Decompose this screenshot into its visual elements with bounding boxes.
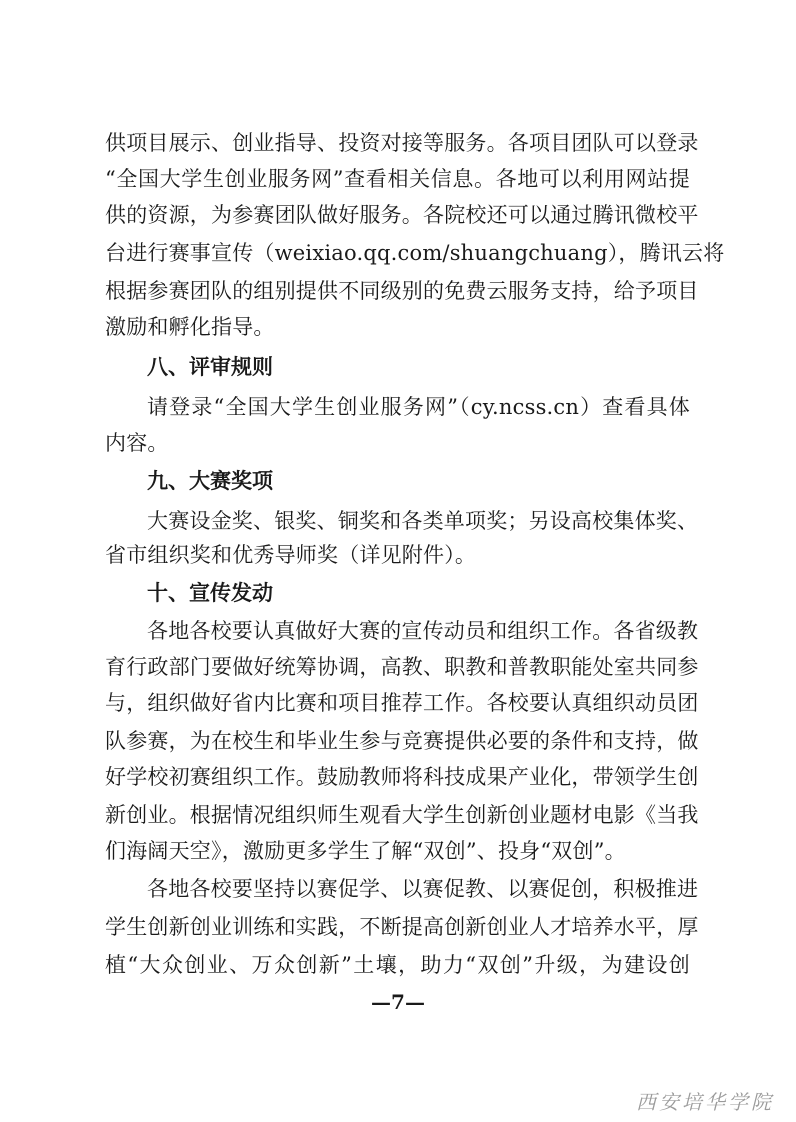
paragraph-line: 台进行赛事宣传（weixiao.qq.com/shuangchuang），腾讯云将 — [105, 241, 725, 265]
paragraph-line: 各地各校要认真做好大赛的宣传动员和组织工作。各省级教 — [147, 619, 699, 643]
paragraph-line: 队参赛，为在校生和毕业生参与竞赛提供必要的条件和支持，做 — [105, 729, 699, 753]
paragraph-line: 们海阔天空》，激励更多学生了解“双创”、投身“双创”。 — [105, 839, 626, 863]
page-number: —7— — [371, 990, 425, 1014]
paragraph-line: “全国大学生创业服务网”查看相关信息。各地可以利用网站提 — [105, 167, 690, 191]
paragraph-line: 各地各校要坚持以赛促学、以赛促教、以赛促创，积极推进 — [147, 877, 699, 901]
watermark: 西安培华学院 — [636, 1090, 774, 1114]
paragraph-line: 植“大众创业、万众创新”土壤，助力“双创”升级，为建设创 — [105, 953, 690, 977]
section-heading-publicity: 十、宣传发动 — [147, 581, 273, 605]
paragraph-line: 学生创新创业训练和实践，不断提高创新创业人才培养水平，厚 — [105, 915, 699, 939]
paragraph-line: 好学校初赛组织工作。鼓励教师将科技成果产业化，带领学生创 — [105, 765, 699, 789]
paragraph-line: 根据参赛团队的组别提供不同级别的免费云服务支持，给予项目 — [105, 279, 699, 303]
paragraph-line: 省市组织奖和优秀导师奖（详见附件）。 — [105, 543, 477, 567]
section-heading-awards: 九、大赛奖项 — [147, 469, 273, 493]
paragraph-line: 与，组织做好省内比赛和项目推荐工作。各校要认真组织动员团 — [105, 691, 699, 715]
paragraph-line: 育行政部门要做好统筹协调，高教、职教和普教职能处室共同参 — [105, 655, 699, 679]
paragraph-line: 供项目展示、创业指导、投资对接等服务。各项目团队可以登录 — [105, 131, 699, 155]
paragraph-line: 大赛设金奖、银奖、铜奖和各类单项奖；另设高校集体奖、 — [147, 509, 699, 533]
paragraph-line: 新创业。根据情况组织师生观看大学生创新创业题材电影《当我 — [105, 803, 699, 827]
paragraph-line: 请登录“全国大学生创业服务网”（cy.ncss.cn）查看具体 — [147, 395, 690, 419]
paragraph-line: 内容。 — [105, 431, 169, 455]
paragraph-line: 供的资源，为参赛团队做好服务。各院校还可以通过腾讯微校平 — [105, 203, 699, 227]
section-heading-review-rules: 八、评审规则 — [147, 355, 273, 379]
paragraph-line: 激励和孵化指导。 — [105, 315, 275, 339]
